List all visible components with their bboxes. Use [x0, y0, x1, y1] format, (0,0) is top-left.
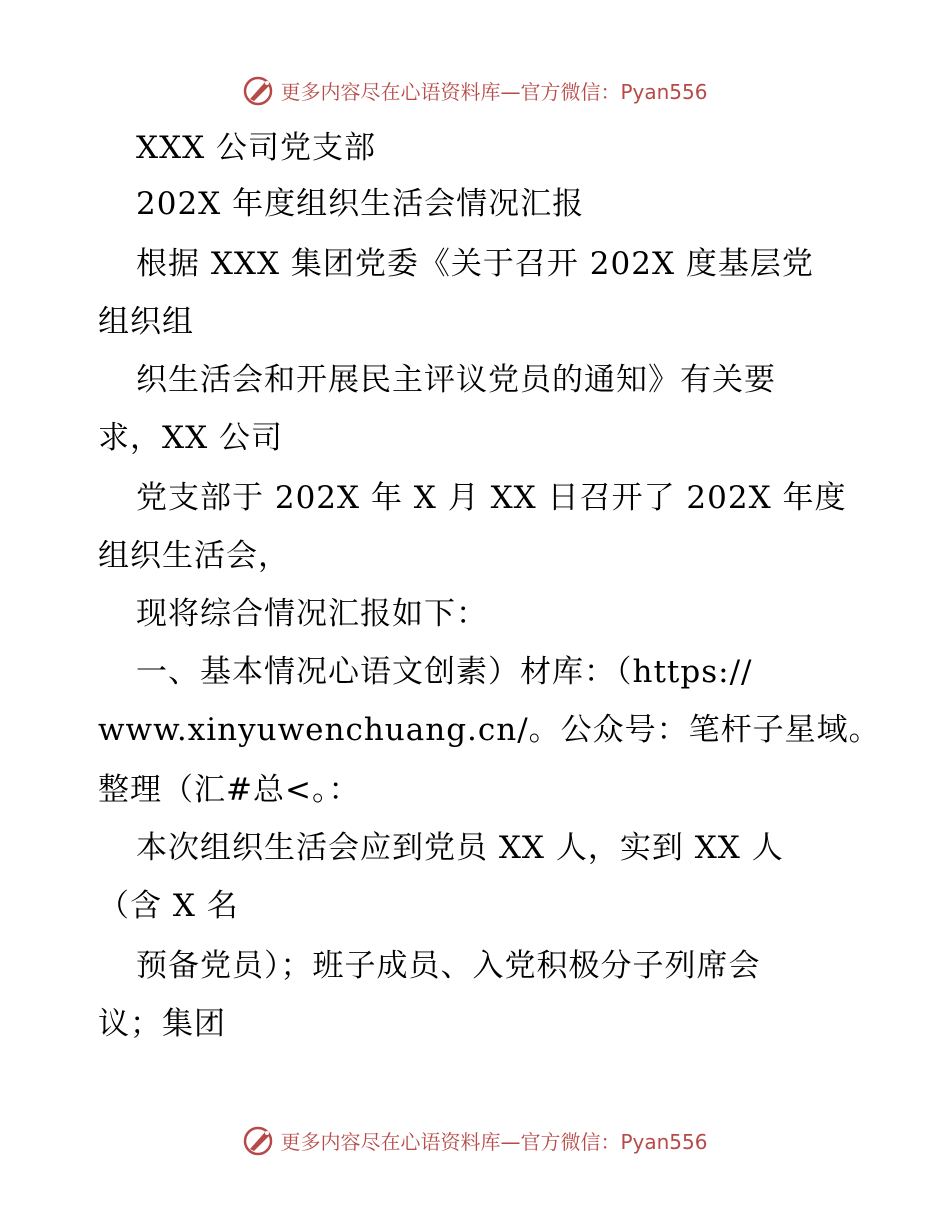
banner-text: 更多内容尽在心语资料库—官方微信：Pyan556: [280, 1129, 708, 1154]
footer-banner: [0, 1120, 950, 1160]
doc-paragraph-line: 预备党员）；班子成员、入党积极分子列席会: [136, 948, 761, 984]
banner-text: 更多内容尽在心语资料库—官方微信：Pyan556: [280, 79, 708, 104]
doc-paragraph-line: 议；集团: [98, 1006, 226, 1042]
doc-paragraph-line: 整理（汇#总<。：: [98, 772, 361, 808]
doc-paragraph-line: 求，XX 公司: [98, 420, 283, 456]
doc-paragraph-line: 根据 XXX 集团党委《关于召开 202X 度基层党: [136, 246, 814, 282]
header-banner: [0, 70, 950, 110]
doc-paragraph-line: www.xinyuwenchuang.cn/。公众号：笔杆子星域。: [98, 712, 881, 748]
doc-paragraph-line: 组织生活会，: [98, 538, 290, 574]
pen-nib-logo-icon: [242, 73, 276, 107]
doc-title-org: XXX 公司党支部: [136, 130, 377, 166]
pen-nib-logo-icon: [242, 1123, 276, 1157]
doc-paragraph-line: （含 X 名: [98, 888, 239, 924]
doc-paragraph-line: 织生活会和开展民主评议党员的通知》有关要: [136, 362, 776, 398]
doc-title-report: 202X 年度组织生活会情况汇报: [136, 186, 585, 222]
doc-paragraph-line: 组织组: [98, 304, 194, 340]
doc-paragraph-line: 本次组织生活会应到党员 XX 人，实到 XX 人: [136, 830, 784, 866]
doc-paragraph-line: 现将综合情况汇报如下：: [136, 596, 488, 632]
doc-section-heading: 一、基本情况心语文创素）材库：（https://: [136, 654, 753, 690]
doc-paragraph-line: 党支部于 202X 年 X 月 XX 日召开了 202X 年度: [136, 480, 847, 516]
